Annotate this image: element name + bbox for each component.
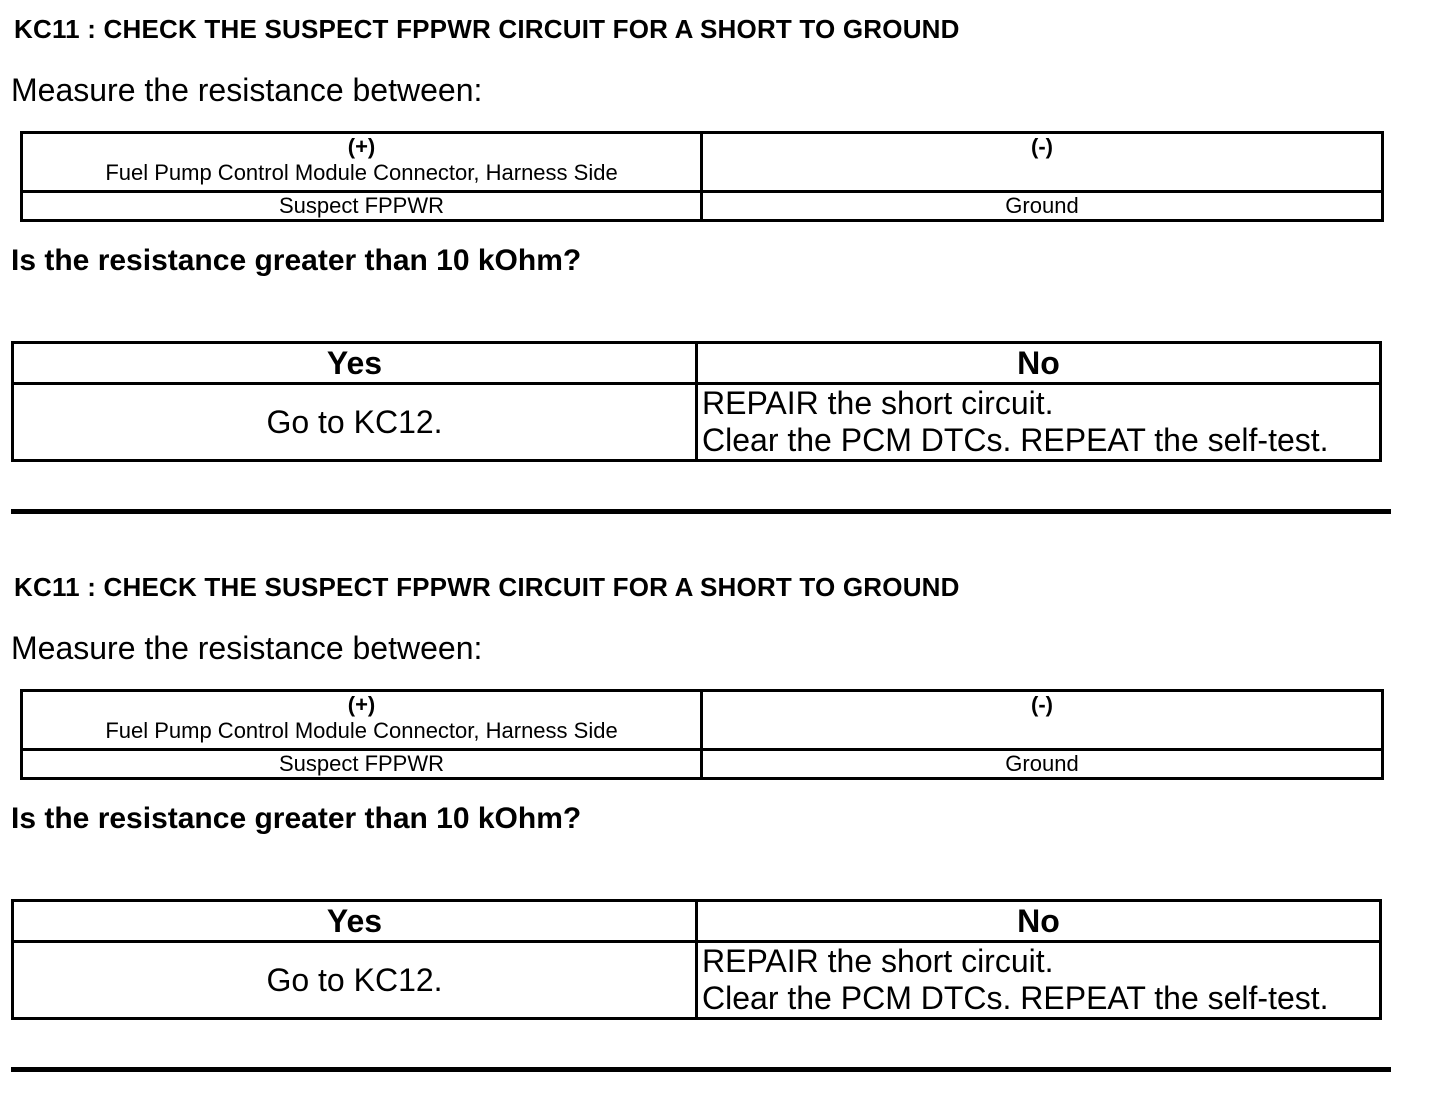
no-action-line: REPAIR the short circuit.	[702, 385, 1054, 421]
measure-instruction: Measure the resistance between:	[11, 72, 483, 108]
measurement-table	[20, 131, 1384, 222]
no-action	[697, 942, 1381, 1019]
measure-instruction: Measure the resistance between:	[11, 630, 483, 666]
positive-probe-header	[22, 133, 702, 192]
no-action-line: Clear the PCM DTCs. REPEAT the self-test.	[702, 980, 1329, 1016]
yes-action: Go to KC12.	[13, 384, 697, 461]
positive-symbol: (+)	[347, 134, 376, 159]
step-title: KC11 : CHECK THE SUSPECT FPPWR CIRCUIT FOR A SHORT TO GROUND	[14, 14, 960, 44]
positive-symbol: (+)	[347, 692, 376, 717]
no-action-line: REPAIR the short circuit.	[702, 943, 1054, 979]
step-title: KC11 : CHECK THE SUSPECT FPPWR CIRCUIT FOR A SHORT TO GROUND	[14, 572, 960, 602]
section-divider	[11, 509, 1391, 514]
section-divider	[11, 1067, 1391, 1072]
positive-probe-label: Fuel Pump Control Module Connector, Harness Side	[105, 718, 618, 743]
test-question: Is the resistance greater than 10 kOhm?	[11, 244, 582, 277]
negative-probe-header	[702, 691, 1383, 750]
answer-table	[11, 341, 1382, 462]
positive-probe-label: Fuel Pump Control Module Connector, Harness Side	[105, 160, 618, 185]
yes-action: Go to KC12.	[13, 942, 697, 1019]
no-header: No	[697, 901, 1381, 942]
test-step-section	[0, 558, 1440, 1098]
test-question: Is the resistance greater than 10 kOhm?	[11, 802, 582, 835]
positive-probe-value: Suspect FPPWR	[22, 192, 702, 221]
positive-probe-header	[22, 691, 702, 750]
negative-probe-value: Ground	[702, 192, 1383, 221]
measurement-table	[20, 689, 1384, 780]
test-step-section	[0, 0, 1440, 540]
negative-probe-value: Ground	[702, 750, 1383, 779]
answer-table	[11, 899, 1382, 1020]
no-action-line: Clear the PCM DTCs. REPEAT the self-test.	[702, 422, 1329, 458]
no-header: No	[697, 343, 1381, 384]
no-action	[697, 384, 1381, 461]
yes-header: Yes	[13, 901, 697, 942]
yes-header: Yes	[13, 343, 697, 384]
negative-symbol: (-)	[1031, 692, 1053, 717]
positive-probe-value: Suspect FPPWR	[22, 750, 702, 779]
negative-symbol: (-)	[1031, 134, 1053, 159]
negative-probe-header	[702, 133, 1383, 192]
